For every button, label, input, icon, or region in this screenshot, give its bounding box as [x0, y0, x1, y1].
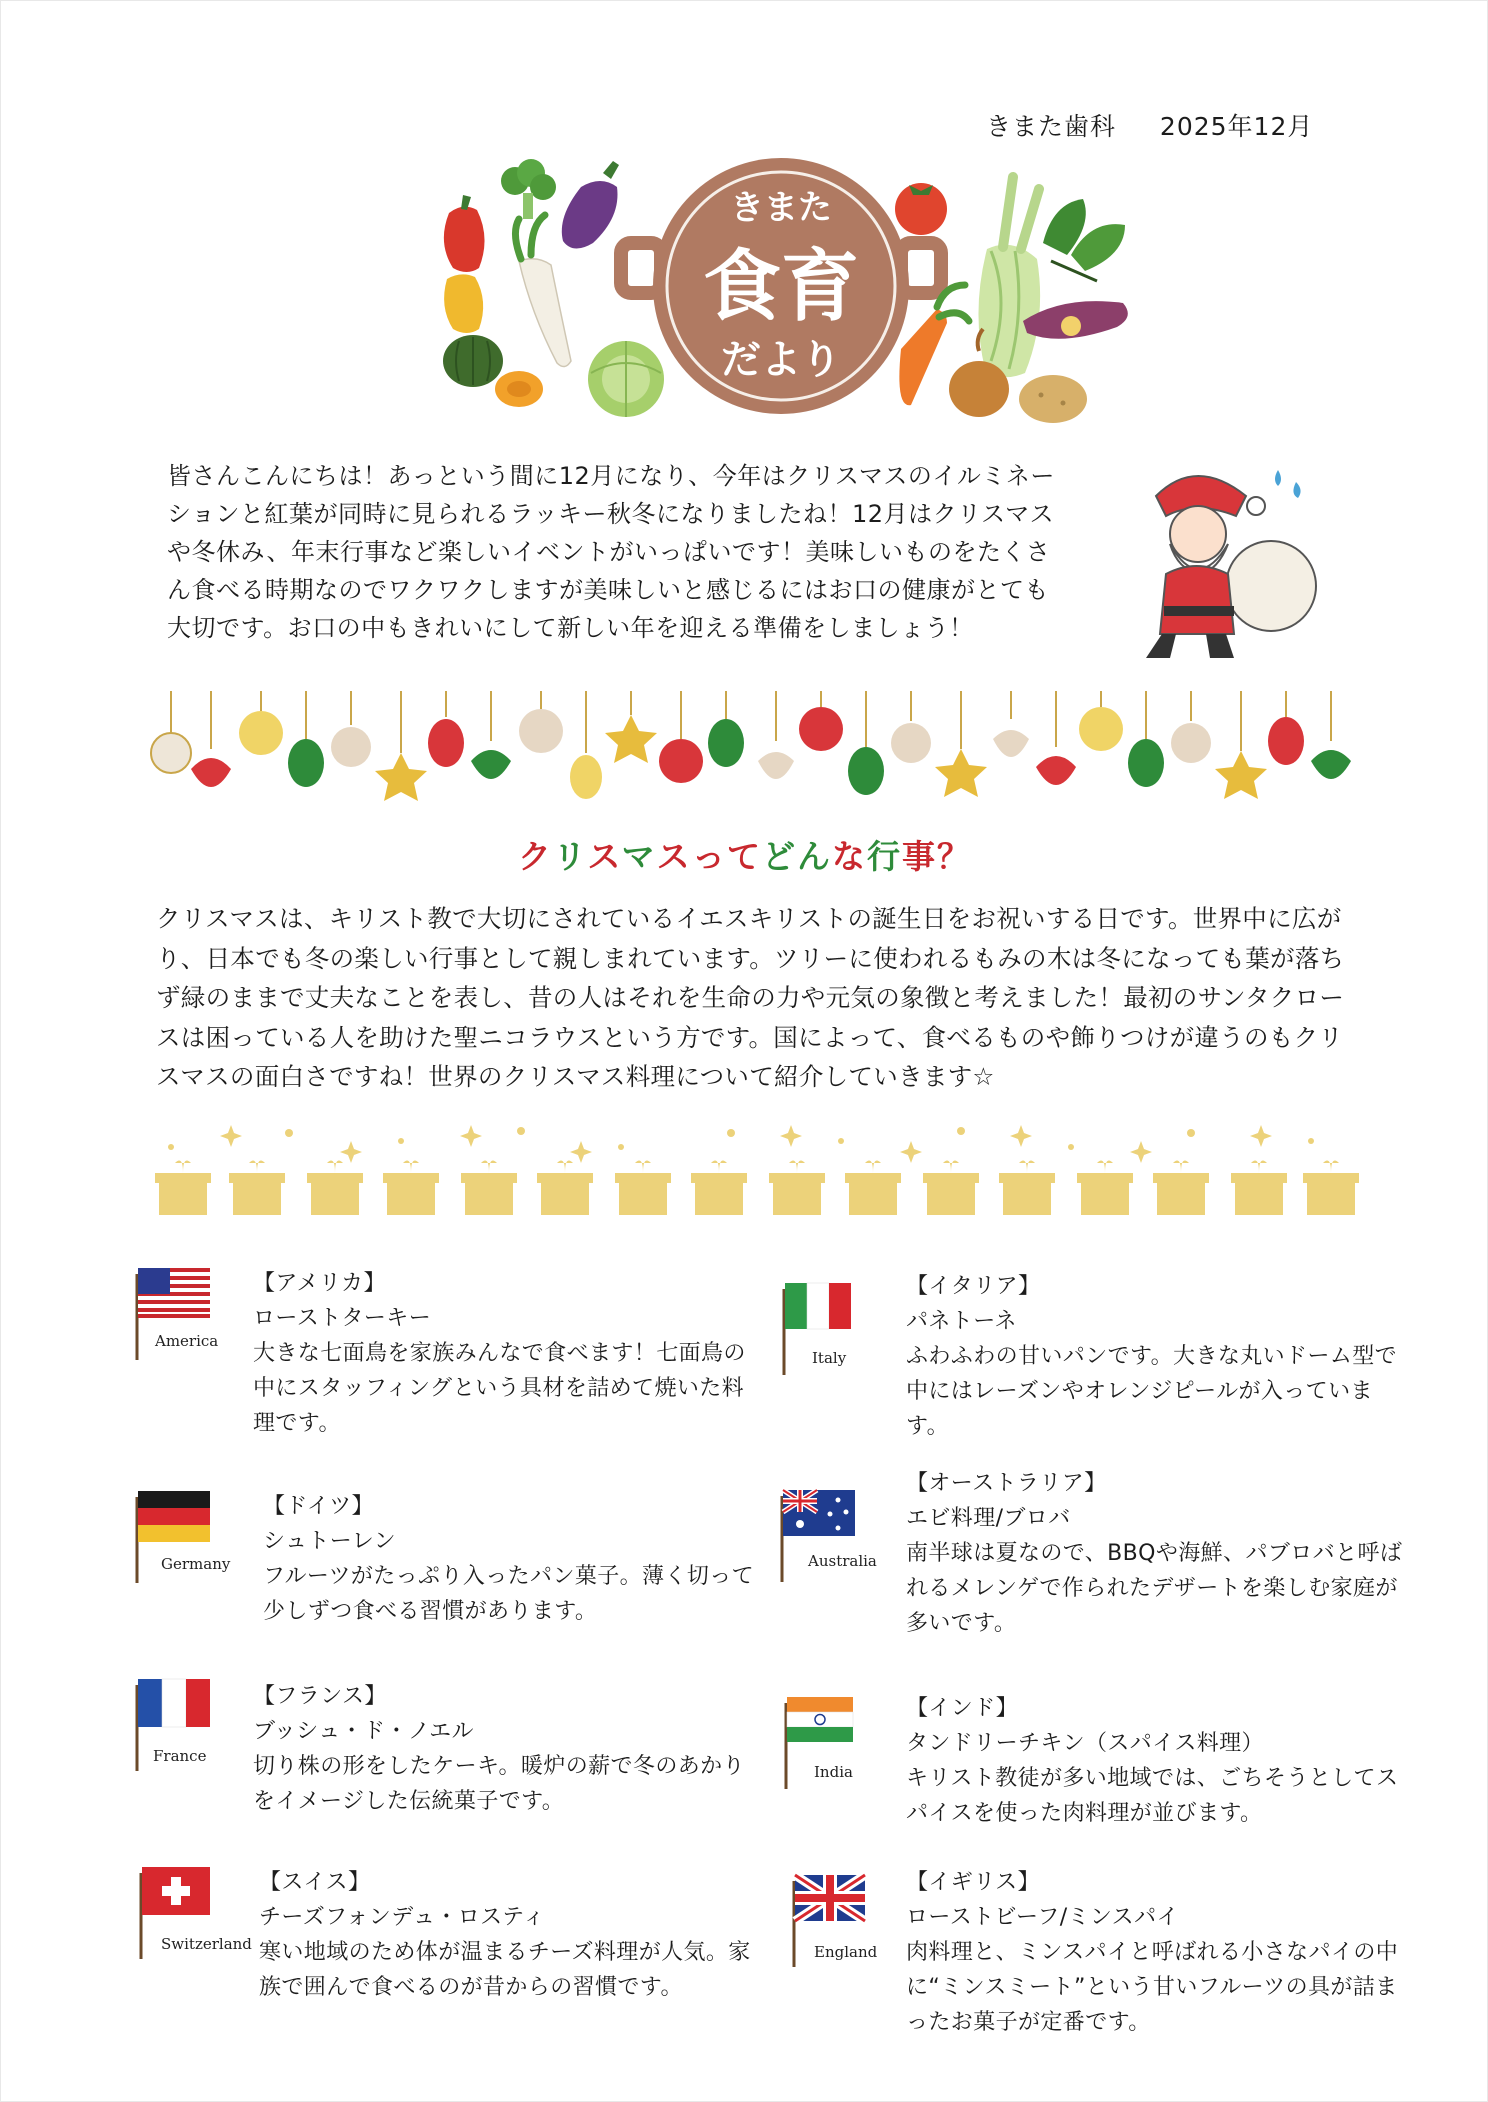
- country-card-italy: [812, 1269, 1406, 1444]
- dish-description: 大きな七面鳥を家族みんなで食べます！七面鳥の中にスタッフィングという具材を詰めて焼いた料理です。: [253, 1341, 746, 1436]
- sparkle-row: [168, 1125, 1314, 1163]
- country-name: 【ドイツ】: [263, 1494, 374, 1519]
- title-char: ス: [587, 837, 622, 876]
- bell-pepper-red-icon: [444, 195, 485, 272]
- dish-name: チーズフォンデュ・ロスティ: [259, 1905, 546, 1930]
- dish-name: エビ料理/ブロバ: [906, 1506, 1071, 1531]
- country-card-germany: [161, 1489, 763, 1629]
- title-char: ス: [656, 837, 693, 876]
- flag-label: America: [155, 1332, 219, 1350]
- pot-icon: [621, 158, 941, 414]
- country-name: 【イギリス】: [906, 1870, 1040, 1895]
- title-char: っ: [692, 837, 728, 876]
- flag-label: India: [814, 1763, 853, 1781]
- country-name: 【オーストラリア】: [906, 1471, 1107, 1496]
- title-char: ん: [797, 837, 833, 876]
- title-char: リ: [552, 837, 588, 876]
- ornament-row: [151, 691, 1351, 801]
- title-char: ？: [937, 837, 973, 876]
- clinic-name: きまた歯科: [986, 112, 1117, 141]
- santa-illustration: [1106, 456, 1321, 671]
- title-line1: きまた: [730, 188, 832, 228]
- tomato-icon: [895, 183, 947, 235]
- potato-icon: [1019, 375, 1087, 423]
- title-char: 行: [867, 837, 903, 876]
- cabbage-icon: [588, 341, 664, 417]
- country-name: 【イタリア】: [906, 1274, 1041, 1299]
- header-line: [986, 107, 1313, 143]
- flag-label: Germany: [161, 1555, 231, 1573]
- napa-cabbage-icon: [978, 177, 1040, 377]
- title-illustration: [431, 151, 1131, 441]
- title-char: ど: [762, 837, 798, 876]
- australia-flag-icon: [778, 1488, 878, 1588]
- gift-border: [151, 1111, 1361, 1221]
- dish-description: キリスト教徒が多い地域では、ごちそうとしてスパイスを使った肉料理が並びます。: [906, 1766, 1399, 1826]
- flag-label: Italy: [812, 1349, 847, 1367]
- dish-description: 南半球は夏なので、BBQや海鮮、パブロバと呼ばれるメレンゲで作られたデザートを楽しむ家庭が多いです。: [906, 1541, 1403, 1636]
- bell-pepper-yellow-icon: [444, 274, 483, 333]
- title-line2: 食育: [702, 242, 860, 332]
- country-name: 【インド】: [906, 1696, 1019, 1721]
- spinach-icon: [1043, 199, 1125, 281]
- country-name: 【スイス】: [259, 1870, 371, 1895]
- dish-name: ブッシュ・ド・ノエル: [253, 1719, 474, 1744]
- issue-date: 2025年12月: [1159, 112, 1314, 141]
- dish-name: パネトーネ: [906, 1309, 1017, 1334]
- flag-label: England: [814, 1943, 878, 1961]
- dish-description: ふわふわの甘いパンです。大きな丸いドーム型で中にはレーズンやオレンジピールが入っています。: [906, 1344, 1398, 1439]
- dish-description: 肉料理と、ミンスパイと呼ばれる小さなパイの中に“ミンスミート”という甘いフルーツの具が詰まったお菓子が定番です。: [906, 1940, 1399, 2035]
- country-name: 【フランス】: [253, 1684, 387, 1709]
- intro-paragraph: 皆さんこんにちは！あっという間に12月になり、今年はクリスマスのイルミネーションと紅葉が同時に見られるラッキー秋冬になりましたね！12月はクリスマスや冬休み、年末行事など楽しいイベントがいっぱいです！美味しいものをたくさん食べる時期なのでワクワクしますが美味しいと感じるにはお口の健康がとても大切です。お口の中もきれいにして新しい年を迎える準備をしましょう！: [167, 462, 1055, 642]
- us-flag-icon: [133, 1266, 233, 1366]
- country-name: 【アメリカ】: [253, 1271, 386, 1296]
- title-char: 事: [902, 837, 938, 876]
- dish-name: ローストビーフ/ミンスパイ: [906, 1905, 1179, 1930]
- pumpkin-icon: [443, 335, 543, 407]
- country-card-switzerland: [161, 1865, 759, 2005]
- flag-label: Australia: [808, 1552, 877, 1570]
- dish-description: フルーツがたっぷり入ったパン菓子。薄く切って少しずつ食べる習慣があります。: [263, 1564, 755, 1624]
- title-char: て: [727, 837, 763, 876]
- section-title: [1, 831, 1488, 878]
- christmas-description: クリスマスは、キリスト教で大切にされているイエスキリストの誕生日をお祝いする日です。世界中に広がり、日本でも冬の楽しい行事として親しまれています。ツリーに使われるもみの木は冬になっても葉が落ちず緑のままで丈夫なことを表し、昔の人はそれを生命の力や元気の象徴と考えました！最初のサンタクロースは困っている人を助けた聖ニコラウスという方です。国によって、食べるものや飾りつけが違うのもクリスマスの面白さですね！世界のクリスマス料理について紹介していきます☆: [156, 904, 1345, 1091]
- title-line3: だより: [721, 337, 841, 383]
- title-char: マ: [621, 837, 657, 876]
- title-char: ク: [517, 837, 553, 876]
- dish-description: 寒い地域のため体が温まるチーズ料理が人気。家族で囲んで食べるのが昔からの習慣です。: [259, 1940, 751, 2000]
- dish-name: タンドリーチキン（スパイス料理）: [906, 1731, 1264, 1756]
- germany-flag-icon: [133, 1489, 233, 1589]
- ornament-garland: [141, 691, 1371, 821]
- country-card-france: [153, 1679, 753, 1819]
- country-card-australia: [808, 1466, 1406, 1641]
- country-card-england: [814, 1865, 1406, 2040]
- dish-description: 切り株の形をしたケーキ。暖炉の薪で冬のあかりをイメージした伝統菓子です。: [253, 1754, 745, 1814]
- title-char: な: [832, 837, 868, 876]
- gift-row: [155, 1161, 1359, 1215]
- country-card-america: [155, 1266, 753, 1441]
- dish-name: ローストターキー: [253, 1306, 432, 1331]
- country-card-india: [814, 1691, 1406, 1831]
- dish-name: シュトーレン: [263, 1529, 396, 1554]
- broccoli-icon: [501, 159, 556, 219]
- eggplant-icon: [562, 161, 619, 249]
- flag-label: France: [153, 1747, 207, 1765]
- flag-label: Switzerland: [161, 1935, 252, 1953]
